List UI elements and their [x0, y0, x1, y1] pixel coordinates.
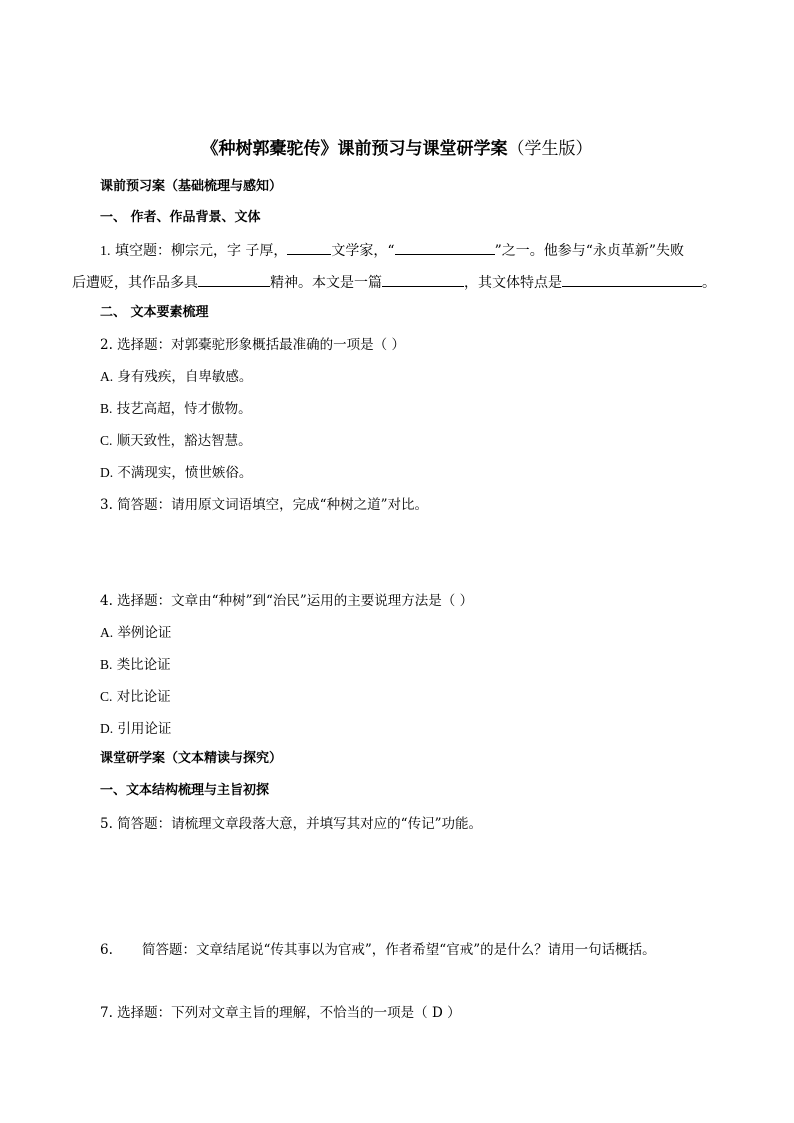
section-preview-2-heading: 二、 文本要素梳理 [100, 305, 209, 320]
option-text: 技艺高超，恃才傲物。 [116, 401, 252, 417]
section-preview-1-heading: 一、 作者、作品背景、文体 [100, 210, 261, 225]
option-text: 对比论证 [116, 689, 171, 705]
option-letter: B. [100, 657, 113, 672]
question-1-line-1 [100, 240, 684, 262]
question-1-text-a: 填空题：柳宗元，字 子厚， [114, 243, 288, 259]
question-3-text: 3. 简答题：请用原文词语填空，完成“种树之道”对比。 [100, 497, 428, 513]
question-1-number: 1. [100, 244, 111, 259]
option-letter: D. [100, 721, 114, 736]
section-preview-heading: 课前预习案（基础梳理与感知） [100, 179, 283, 194]
question-2-option-c[interactable] [100, 431, 252, 451]
question-6-text: 简答题：文章结尾说“传其事以为官戒”，作者希望“官戒”的是什么？请用一句话概括。 [142, 942, 656, 958]
blank-2[interactable] [395, 240, 495, 255]
question-4-option-d[interactable] [100, 719, 171, 739]
question-6-number: 6. [100, 942, 113, 958]
blank-1[interactable] [287, 240, 331, 255]
blank-4[interactable] [382, 272, 464, 287]
question-5-text: 5. 简答题：请梳理文章段落大意，并填写其对应的“传记”功能。 [100, 816, 482, 832]
option-letter: C. [100, 689, 113, 704]
section-classroom-heading: 课堂研学案（文本精读与探究） [100, 751, 283, 766]
question-7-text: 7. 选择题：下列对文章主旨的理解，不恰当的一项是（ D ） [100, 1005, 461, 1021]
question-1-text-c: ”之一。他参与“永贞革新”失败 [494, 243, 685, 259]
question-4-text: 4. 选择题：文章由“种树”到“治民”运用的主要说理方法是（ ） [100, 593, 474, 609]
blank-5[interactable] [562, 272, 702, 287]
section-classroom-1-heading: 一、文本结构梳理与主旨初探 [100, 783, 270, 798]
question-4-option-a[interactable] [100, 623, 171, 643]
option-text: 类比论证 [116, 657, 171, 673]
option-text: 举例论证 [117, 625, 172, 641]
option-letter: B. [100, 401, 113, 416]
question-4-option-b[interactable] [100, 655, 171, 675]
question-1-text-b: 文学家，“ [331, 243, 395, 259]
title-main: 《种树郭橐驼传》课前预习与课堂研学案 [201, 139, 508, 159]
option-letter: A. [100, 369, 114, 384]
question-2-option-d[interactable] [100, 463, 252, 483]
question-1-text-f: ，其文体特点是 [464, 275, 562, 291]
option-text: 身有残疾，自卑敏感。 [117, 369, 253, 385]
page-title [0, 138, 794, 160]
blank-3[interactable] [198, 272, 270, 287]
question-1-text-g: 。 [702, 275, 716, 291]
option-text: 顺天致性，豁达智慧。 [116, 433, 252, 449]
question-2-option-b[interactable] [100, 399, 252, 419]
title-sub: （学生版） [507, 139, 593, 159]
question-4-option-c[interactable] [100, 687, 171, 707]
option-text: 不满现实，愤世嫉俗。 [117, 465, 253, 481]
question-1-line-2 [72, 272, 716, 293]
option-text: 引用论证 [117, 721, 172, 737]
option-letter: C. [100, 433, 113, 448]
option-letter: A. [100, 625, 114, 640]
option-letter: D. [100, 465, 114, 480]
question-1-text-d: 后遭贬，其作品多具 [72, 275, 198, 291]
question-1-text-e: 精神。本文是一篇 [270, 275, 382, 291]
question-2-text: 2. 选择题：对郭橐驼形象概括最准确的一项是（ ） [100, 337, 405, 353]
question-2-option-a[interactable] [100, 367, 252, 387]
